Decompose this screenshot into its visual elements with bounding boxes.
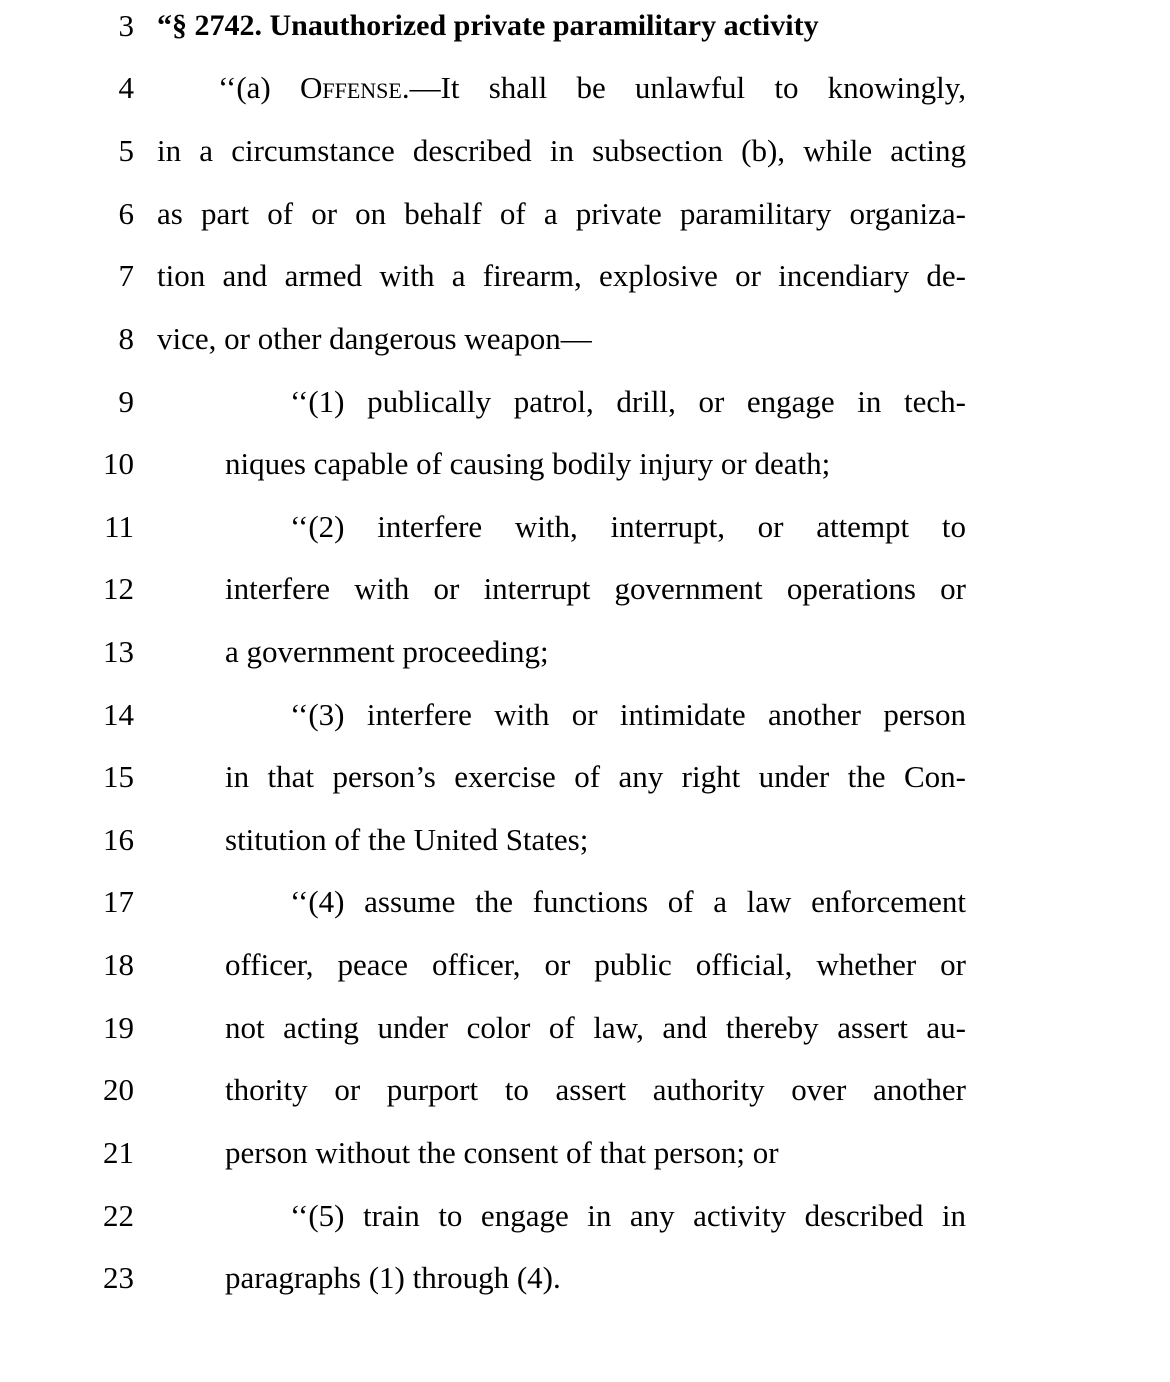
line-text: vice, or other dangerous weapon— xyxy=(157,321,592,356)
document-line xyxy=(0,194,1170,234)
line-number: 15 xyxy=(103,759,134,794)
line-number: 14 xyxy=(103,697,134,732)
line-text: paragraphs (1) through (4). xyxy=(225,1260,561,1295)
document-line xyxy=(0,1196,1170,1236)
line-number: 12 xyxy=(103,571,134,606)
line-number: 6 xyxy=(118,196,134,231)
line-number: 23 xyxy=(103,1260,134,1295)
document-line xyxy=(0,1008,1170,1048)
document-line xyxy=(0,1258,1170,1298)
subsection-text: .—It shall be unlawful to knowingly, xyxy=(401,70,966,105)
section-heading: “§ 2742. Unauthorized private paramilitary activity xyxy=(157,9,819,42)
document-line xyxy=(0,319,1170,359)
document-line xyxy=(0,382,1170,422)
document-line xyxy=(0,945,1170,985)
line-text: in a circumstance described in subsection (b), while acting xyxy=(157,133,966,168)
line-text: interfere with or interrupt government operations or xyxy=(225,571,966,606)
line-text: not acting under color of law, and thereby assert au- xyxy=(225,1010,966,1045)
line-number: 7 xyxy=(118,258,134,293)
subsection-title: Offense xyxy=(299,70,402,105)
document-line xyxy=(0,632,1170,672)
line-text: thority or purport to assert authority over another xyxy=(225,1072,966,1107)
line-number: 5 xyxy=(118,133,134,168)
document-line xyxy=(0,507,1170,547)
document-line xyxy=(0,444,1170,484)
document-line xyxy=(0,1133,1170,1173)
subsection-heading-line xyxy=(218,68,966,108)
paragraph-4-start: ‘‘(4) assume the functions of a law enforcement xyxy=(290,884,966,919)
line-text: niques capable of causing bodily injury or death; xyxy=(225,446,831,481)
line-number: 18 xyxy=(103,947,134,982)
document-line xyxy=(0,569,1170,609)
line-text: stitution of the United States; xyxy=(225,822,589,857)
document-line xyxy=(0,882,1170,922)
document-line xyxy=(0,1070,1170,1110)
line-number: 13 xyxy=(103,634,134,669)
document-line xyxy=(0,757,1170,797)
line-number: 17 xyxy=(103,884,134,919)
paragraph-1-start: ‘‘(1) publically patrol, drill, or engage in tech- xyxy=(290,384,966,419)
line-text: in that person’s exercise of any right under the Con- xyxy=(225,759,966,794)
line-number: 16 xyxy=(103,822,134,857)
line-number: 21 xyxy=(103,1135,134,1170)
line-number: 3 xyxy=(118,8,134,43)
paragraph-5-start: ‘‘(5) train to engage in any activity described in xyxy=(290,1198,966,1233)
subsection-prefix: ‘‘(a) xyxy=(218,70,300,105)
document-line xyxy=(0,695,1170,735)
line-number: 11 xyxy=(104,509,134,544)
document-line xyxy=(0,820,1170,860)
line-number: 9 xyxy=(118,384,134,419)
line-number: 22 xyxy=(103,1198,134,1233)
line-text: person without the consent of that person; or xyxy=(225,1135,779,1170)
paragraph-3-start: ‘‘(3) interfere with or intimidate another person xyxy=(290,697,966,732)
line-number: 20 xyxy=(103,1072,134,1107)
line-number: 8 xyxy=(118,321,134,356)
paragraph-2-start: ‘‘(2) interfere with, interrupt, or attempt to xyxy=(290,509,966,544)
line-number: 10 xyxy=(103,446,134,481)
document-line xyxy=(0,256,1170,296)
line-text: a government proceeding; xyxy=(225,634,549,669)
line-number: 4 xyxy=(118,70,134,105)
document-line xyxy=(0,6,1170,46)
line-text: officer, peace officer, or public official, whether or xyxy=(225,947,966,982)
line-text: tion and armed with a firearm, explosive or incendiary de- xyxy=(157,258,966,293)
line-text: as part of or on behalf of a private paramilitary organiza- xyxy=(157,196,966,231)
line-number: 19 xyxy=(103,1010,134,1045)
document-line xyxy=(0,131,1170,171)
document-line xyxy=(0,68,1170,108)
